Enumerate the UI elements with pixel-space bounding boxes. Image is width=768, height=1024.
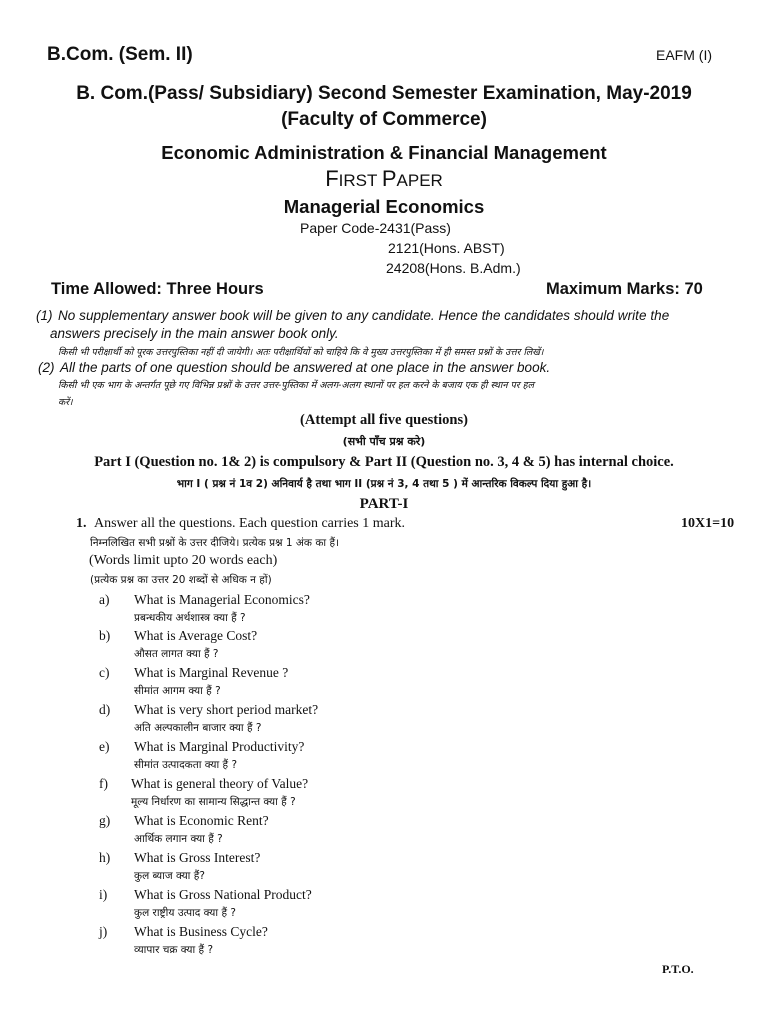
sub-question-hindi: सीमांत आगम क्या हैं ?	[134, 685, 221, 697]
sub-question-hindi: मूल्य निर्धारण का सामान्य सिद्धान्त क्या हैं ?	[131, 796, 296, 808]
sub-question-text: What is Economic Rent?	[134, 813, 269, 828]
paper-number-irst: IRST	[338, 171, 378, 190]
time-allowed: Time Allowed: Three Hours	[51, 280, 264, 298]
sub-question-text: What is Average Cost?	[134, 628, 258, 643]
paper-code-pass: Paper Code-2431(Pass)	[300, 220, 451, 236]
sub-question-text: What is general theory of Value?	[131, 776, 309, 791]
question-1-number: 1.	[76, 516, 87, 531]
question-1-marks: 10X1=10	[681, 516, 735, 531]
sub-question-hindi: कुल ब्याज क्या हैं?	[134, 870, 205, 882]
part-1-title: PART-I	[359, 496, 409, 512]
sub-question-hindi: प्रबन्धकीय अर्थशास्त्र क्या हैं ?	[134, 612, 246, 624]
sub-question-letter: c)	[99, 665, 110, 680]
instruction-2-hindi-line-1: किसी भी एक भाग के अन्तर्गत पूछे गए विभिन्न प्रश्नों के उत्तर उत्तर-पुस्तिका में अलग-अलग स्थानों पर हल करने के बजाय एक ही स्थान पर हल	[58, 380, 534, 391]
sub-question-letter: d)	[99, 702, 111, 717]
instruction-1-number: (1)	[36, 308, 53, 323]
max-marks: Maximum Marks: 70	[546, 280, 703, 298]
faculty-line: (Faculty of Commerce)	[281, 109, 487, 130]
sub-question-letter: g)	[99, 813, 111, 828]
paper-title: Managerial Economics	[283, 196, 485, 217]
part-note-hindi: भाग I ( प्रश्न नं 1व 2) अनिवार्य है तथा भाग II (प्रश्न नं 3, 4 तथा 5 ) में आन्तरिक विकल्प दिया हुआ है।	[176, 478, 592, 490]
sub-question-letter: b)	[99, 628, 111, 643]
sub-question-letter: j)	[99, 924, 108, 939]
paper-number	[0, 166, 768, 192]
question-1-hindi: निम्नलिखित सभी प्रश्नों के उत्तर दीजिये। प्रत्येक प्रश्न 1 अंक का हैं।	[90, 537, 339, 549]
instruction-2-hindi-line-2: करें।	[58, 397, 73, 408]
instruction-1-hindi: किसी भी परीक्षार्थी को पूरक उत्तरपुस्तिका नहीं दी जायेगी। अतः परीक्षार्थियों को चाहिये कि वे मुख्य उत्तरपुस्तिका में ही समस्त प्रश्नों के उत्तर लिखें।	[58, 347, 544, 358]
subject-title: Economic Administration & Financial Management	[161, 142, 607, 163]
sub-question-hindi: कुल राष्ट्रीय उत्पाद क्या हैं ?	[134, 907, 236, 919]
sub-question-text: What is Marginal Revenue ?	[134, 665, 289, 680]
question-1-text: Answer all the questions. Each question carries 1 mark.	[94, 516, 406, 531]
paper-number-aper: APER	[396, 171, 443, 190]
sub-question-text: What is Business Cycle?	[134, 924, 268, 939]
paper-number-f: F	[325, 166, 339, 191]
sub-question-text: What is Marginal Productivity?	[134, 739, 305, 754]
exam-title: B. Com.(Pass/ Subsidiary) Second Semester Examination, May-2019	[76, 83, 692, 104]
sub-question-letter: h)	[99, 850, 111, 865]
sub-question-text: What is Gross National Product?	[134, 887, 312, 902]
sub-question-hindi: औसत लागत क्या हैं ?	[134, 648, 219, 660]
please-turn-over: P.T.O.	[662, 962, 694, 976]
sub-question-letter: f)	[99, 776, 108, 791]
sub-question-text: What is Managerial Economics?	[134, 592, 310, 607]
instruction-2-line: All the parts of one question should be answered at one place in the answer book.	[60, 360, 551, 375]
sub-question-hindi: सीमांत उत्पादकता क्या हैं ?	[134, 759, 238, 771]
sub-question-letter: e)	[99, 739, 110, 754]
instruction-1-line-1: No supplementary answer book will be given to any candidate. Hence the candidates should write the	[58, 308, 670, 323]
sub-question-letter: a)	[99, 592, 110, 607]
sub-question-letter: i)	[99, 887, 108, 902]
attempt-all-hindi: (सभी पाँच प्रश्न करे)	[342, 435, 426, 448]
sub-question-hindi: अति अल्पकालीन बाजार क्या हैं ?	[134, 722, 262, 734]
sub-question-hindi: व्यापार चक्र क्या हैं ?	[134, 944, 214, 956]
sub-question-text: What is very short period market?	[134, 702, 319, 717]
sub-question-text: What is Gross Interest?	[134, 850, 261, 865]
paper-code-hons-badm: 24208(Hons. B.Adm.)	[386, 260, 521, 276]
paper-number-p: P	[381, 166, 397, 191]
part-note-english: Part I (Question no. 1& 2) is compulsory & Part II (Question no. 3, 4 & 5) has internal choice.	[94, 454, 674, 470]
instruction-1-line-2: answers precisely in the main answer book only.	[50, 326, 339, 341]
word-limit-hindi: (प्रत्येक प्रश्न का उत्तर 20 शब्दों से अधिक न हों)	[90, 574, 272, 586]
word-limit: (Words limit upto 20 words each)	[89, 553, 278, 568]
paper-code-tag: EAFM (I)	[656, 47, 712, 63]
attempt-all-english: (Attempt all five questions)	[300, 412, 468, 428]
paper-code-hons-abst: 2121(Hons. ABST)	[388, 240, 505, 256]
sub-question-hindi: आर्थिक लगान क्या हैं ?	[134, 833, 223, 845]
course-label: B.Com. (Sem. II)	[47, 44, 193, 65]
instruction-2-number: (2)	[38, 360, 55, 375]
